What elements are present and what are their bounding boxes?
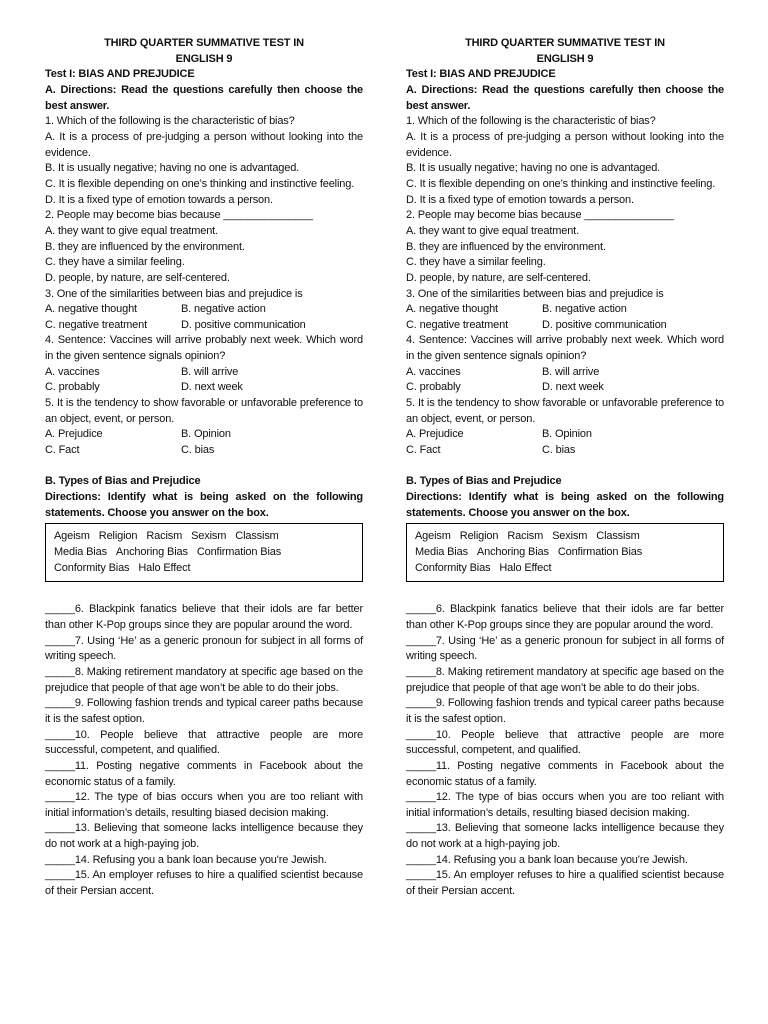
choice-row — [415, 529, 715, 545]
question-block — [45, 396, 363, 459]
answer-option: B. Opinion — [181, 428, 231, 441]
identification-item: _____11. Posting negative comments in Facebook about the economic status of a family. — [45, 759, 363, 788]
choice-term: Anchoring Bias — [476, 545, 549, 558]
choice-row — [415, 561, 715, 577]
part-b-directions: Directions: Identify what is being asked on the following statements. Choose you answer on the box. — [406, 491, 724, 519]
test-title-line: THIRD QUARTER SUMMATIVE TEST IN — [104, 37, 304, 49]
question-block — [45, 333, 363, 396]
answer-option: D. positive communication — [181, 318, 306, 331]
identification-item: _____15. An employer refuses to hire a qualified scientist because of their Persian accent. — [406, 869, 724, 898]
answer-option: C. negative treatment — [45, 318, 148, 331]
answer-option: C. negative treatment — [406, 318, 509, 331]
answer-option: C. Fact — [45, 444, 80, 457]
question-block — [406, 333, 724, 396]
section-spacer — [406, 459, 724, 475]
part-b-heading: B. Types of Bias and Prejudice — [45, 475, 201, 488]
answer-option: A. they want to give equal treatment. — [406, 224, 579, 237]
identification-item: _____8. Making retirement mandatory at specific age based on the prejudice that people of that age won’t be able to do their jobs. — [45, 665, 363, 694]
question-block — [406, 287, 724, 334]
choice-row — [54, 561, 354, 577]
test-title-line: ENGLISH 9 — [536, 52, 594, 65]
answer-option: D. positive communication — [542, 318, 667, 331]
answer-option: C. they have a similar feeling. — [45, 256, 185, 269]
test-title-line: ENGLISH 9 — [175, 52, 233, 65]
answer-option: B. It is usually negative; having no one is advantaged. — [406, 162, 661, 175]
choice-term: Conformity Bias — [54, 561, 130, 574]
answer-option: A. Prejudice — [45, 428, 103, 441]
answer-options — [406, 427, 724, 458]
question-stem: 5. It is the tendency to show favorable or unfavorable preference to an object, event, or person. — [45, 397, 363, 425]
identification-item: _____13. Believing that someone lacks intelligence because they do not work at a high-paying job. — [45, 822, 363, 851]
question-stem: 3. One of the similarities between bias and prejudice is — [406, 287, 664, 300]
identification-item: _____7. Using ‘He’ as a generic pronoun for subject in all forms of writing speech. — [406, 634, 724, 663]
choice-term: Racism — [146, 530, 183, 543]
answer-options — [406, 302, 724, 333]
answer-option: D. next week — [542, 381, 604, 394]
part-a-directions: A. Directions: Read the questions carefully then choose the best answer. — [45, 83, 363, 112]
choice-term: Classism — [596, 530, 640, 543]
part-a-directions: A. Directions: Read the questions carefully then choose the best answer. — [406, 83, 724, 112]
answer-options — [406, 365, 724, 396]
answer-option: A. vaccines — [406, 365, 461, 378]
answer-option: B. will arrive — [181, 365, 239, 378]
test-heading: Test I: BIAS AND PREJUDICE — [406, 68, 556, 81]
identification-item: _____14. Refusing you a bank loan because you're Jewish. — [406, 853, 688, 866]
answer-options — [45, 427, 363, 458]
choice-term: Anchoring Bias — [115, 545, 188, 558]
choice-term: Media Bias — [54, 545, 107, 558]
answer-option: A. It is a process of pre-judging a person without looking into the evidence. — [45, 130, 363, 159]
question-stem: 4. Sentence: Vaccines will arrive probably next week. Which word in the given sentence signals opinion? — [406, 334, 724, 363]
answer-option: A. Prejudice — [406, 428, 464, 441]
answer-option: C. Fact — [406, 444, 441, 457]
identification-items — [406, 602, 724, 899]
answer-option: C. It is flexible depending on one’s thinking and instinctive feeling. — [406, 177, 716, 190]
question-stem: 3. One of the similarities between bias and prejudice is — [45, 287, 303, 300]
answer-option: C. probably — [406, 381, 461, 394]
choice-term: Media Bias — [415, 545, 468, 558]
question-block — [406, 396, 724, 459]
answer-option: D. It is a fixed type of emotion towards a person. — [406, 193, 634, 206]
answer-option: C. It is flexible depending on one’s thinking and instinctive feeling. — [45, 177, 355, 190]
question-block — [406, 208, 724, 286]
identification-item: _____7. Using ‘He’ as a generic pronoun for subject in all forms of writing speech. — [45, 634, 363, 663]
answer-choices-box — [406, 523, 724, 582]
choice-term: Ageism — [54, 530, 90, 543]
part-b-directions: Directions: Identify what is being asked on the following statements. Choose you answer on the box. — [45, 491, 363, 519]
answer-option: D. people, by nature, are self-centered. — [45, 271, 230, 284]
answer-option: D. next week — [181, 381, 243, 394]
answer-choices-box — [45, 523, 363, 582]
identification-item: _____11. Posting negative comments in Facebook about the economic status of a family. — [406, 759, 724, 788]
question-stem: 4. Sentence: Vaccines will arrive probably next week. Which word in the given sentence signals opinion? — [45, 334, 363, 363]
identification-item: _____12. The type of bias occurs when you are too reliant with initial information’s details, resulting biased decision making. — [45, 791, 363, 819]
answer-option: B. they are influenced by the environment. — [406, 240, 606, 253]
question-stem: 2. People may become bias because _______________ — [45, 209, 313, 222]
answer-option: B. It is usually negative; having no one is advantaged. — [45, 162, 300, 175]
choice-term: Conformity Bias — [415, 561, 491, 574]
choice-term: Ageism — [415, 530, 451, 543]
choice-term: Halo Effect — [499, 561, 552, 574]
answer-option: B. negative action — [181, 303, 266, 316]
test-title-line: THIRD QUARTER SUMMATIVE TEST IN — [465, 37, 665, 49]
identification-item: _____6. Blackpink fanatics believe that their idols are far better than other K-Pop groups since they are popular around the word. — [45, 603, 363, 631]
answer-option: A. they want to give equal treatment. — [45, 224, 218, 237]
test-sheet-left — [45, 36, 363, 900]
question-block — [45, 114, 363, 208]
choice-term: Religion — [459, 530, 499, 543]
choice-term: Sexism — [191, 530, 227, 543]
question-stem: 1. Which of the following is the characteristic of bias? — [406, 115, 656, 128]
question-block — [45, 287, 363, 334]
part-b-heading: B. Types of Bias and Prejudice — [406, 475, 562, 488]
identification-item: _____10. People believe that attractive people are more successful, competent, and qualified. — [45, 728, 363, 757]
choice-row — [54, 545, 354, 561]
choice-term: Confirmation Bias — [557, 545, 643, 558]
answer-options — [45, 365, 363, 396]
choice-term: Racism — [507, 530, 544, 543]
answer-option: C. bias — [542, 444, 576, 457]
identification-item: _____15. An employer refuses to hire a qualified scientist because of their Persian accent. — [45, 869, 363, 898]
identification-item: _____9. Following fashion trends and typical career paths because it is the safest option. — [45, 697, 363, 725]
test-heading: Test I: BIAS AND PREJUDICE — [45, 68, 195, 81]
choice-term: Sexism — [552, 530, 588, 543]
choice-row — [54, 529, 354, 545]
answer-option: A. It is a process of pre-judging a person without looking into the evidence. — [406, 130, 724, 159]
answer-option: B. they are influenced by the environment. — [45, 240, 245, 253]
answer-option: B. will arrive — [542, 365, 600, 378]
answer-option: B. negative action — [542, 303, 627, 316]
section-spacer — [45, 459, 363, 475]
identification-items — [45, 602, 363, 899]
question-block — [406, 114, 724, 208]
answer-option: A. negative thought — [45, 303, 137, 316]
question-stem: 1. Which of the following is the characteristic of bias? — [45, 115, 295, 128]
answer-option: D. It is a fixed type of emotion towards a person. — [45, 193, 273, 206]
answer-option: C. bias — [181, 444, 215, 457]
answer-option: A. vaccines — [45, 365, 100, 378]
test-sheet-right — [406, 36, 724, 900]
identification-item: _____9. Following fashion trends and typical career paths because it is the safest option. — [406, 697, 724, 725]
identification-item: _____6. Blackpink fanatics believe that their idols are far better than other K-Pop groups since they are popular around the word. — [406, 603, 724, 631]
identification-item: _____12. The type of bias occurs when you are too reliant with initial information’s details, resulting biased decision making. — [406, 791, 724, 819]
choice-term: Religion — [98, 530, 138, 543]
question-block — [45, 208, 363, 286]
question-stem: 5. It is the tendency to show favorable or unfavorable preference to an object, event, or person. — [406, 397, 724, 425]
question-stem: 2. People may become bias because _______________ — [406, 209, 674, 222]
choice-row — [415, 545, 715, 561]
identification-item: _____14. Refusing you a bank loan because you're Jewish. — [45, 853, 327, 866]
identification-item: _____10. People believe that attractive people are more successful, competent, and qualified. — [406, 728, 724, 757]
choice-term: Confirmation Bias — [196, 545, 282, 558]
identification-item: _____13. Believing that someone lacks intelligence because they do not work at a high-paying job. — [406, 822, 724, 851]
choice-term: Classism — [235, 530, 279, 543]
answer-option: C. they have a similar feeling. — [406, 256, 546, 269]
answer-option: A. negative thought — [406, 303, 498, 316]
identification-item: _____8. Making retirement mandatory at specific age based on the prejudice that people of that age won’t be able to do their jobs. — [406, 665, 724, 694]
choice-term: Halo Effect — [138, 561, 191, 574]
answer-options — [45, 302, 363, 333]
answer-option: C. probably — [45, 381, 100, 394]
answer-option: B. Opinion — [542, 428, 592, 441]
answer-option: D. people, by nature, are self-centered. — [406, 271, 591, 284]
